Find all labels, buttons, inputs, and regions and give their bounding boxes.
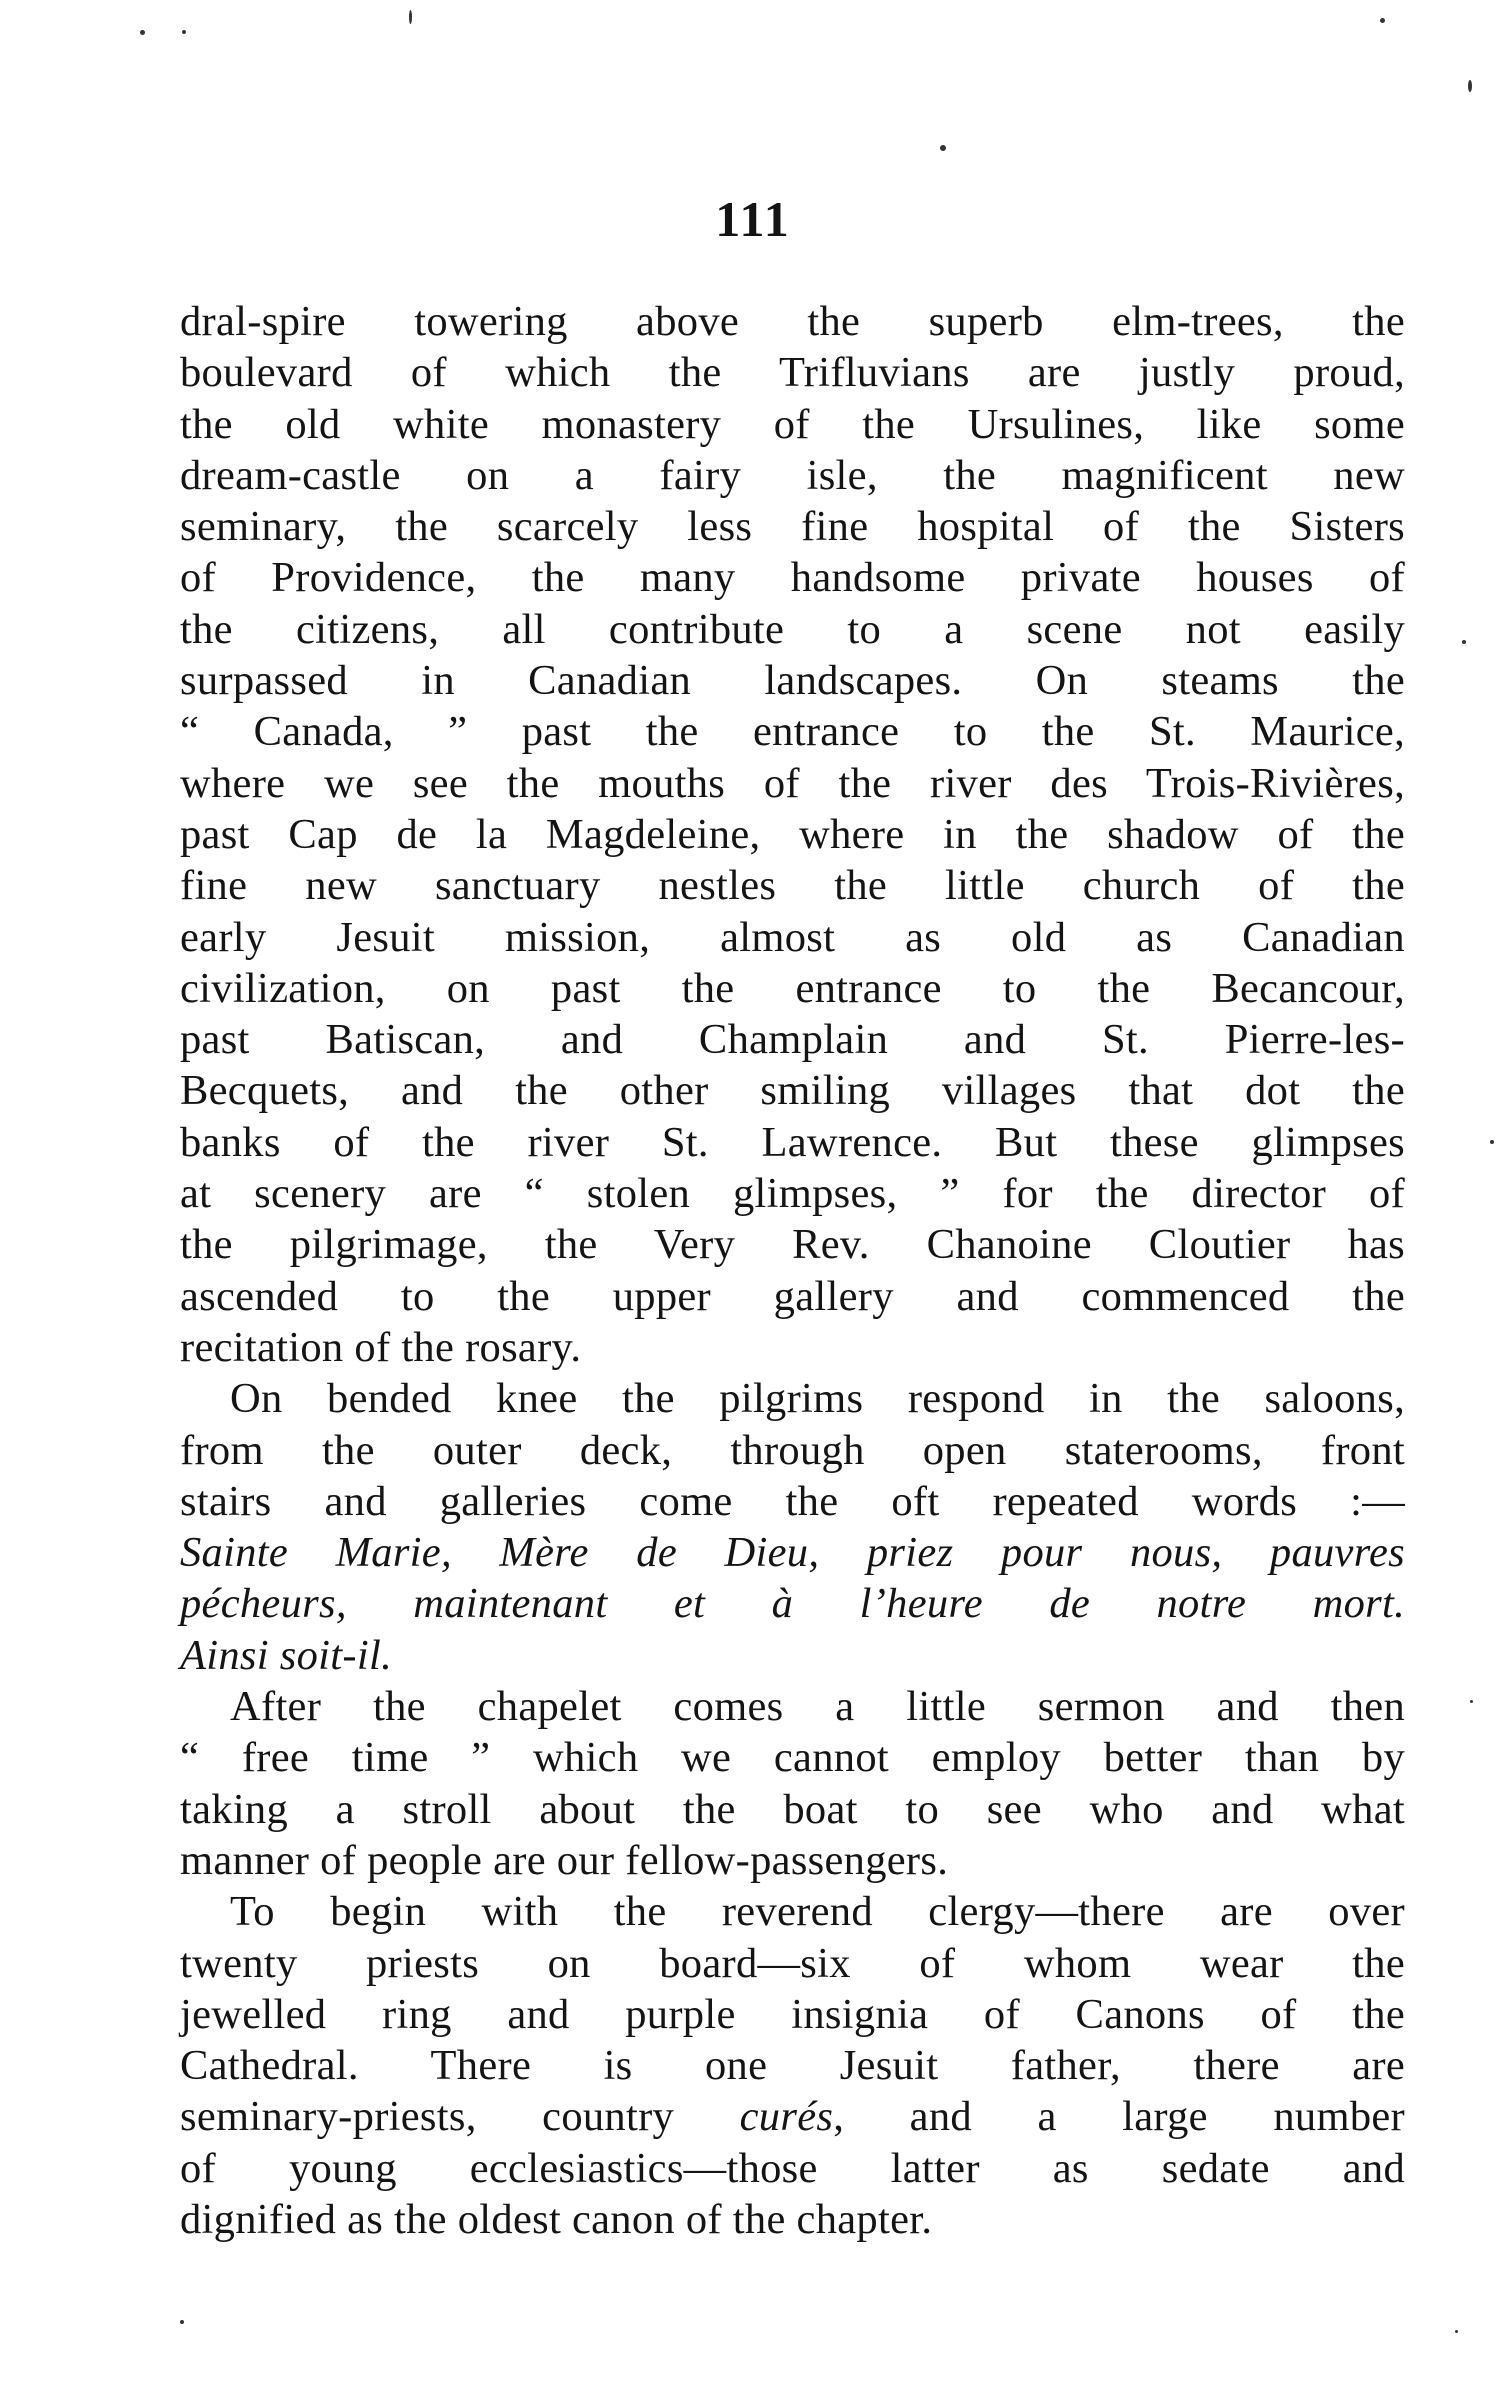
text-line xyxy=(180,2091,1405,2142)
text-line: dream-castle on a fairy isle, the magnificent new xyxy=(180,451,1405,499)
scan-speck xyxy=(182,30,186,34)
scan-speck xyxy=(1462,640,1466,644)
text-line: dral-spire towering above the superb elm-trees, the xyxy=(180,298,1405,345)
text-line: banks of the river St. Lawrence. But these glimpses xyxy=(180,1118,1405,1166)
text-line: civilization, on past the entrance to the Becancour, xyxy=(180,964,1405,1012)
paragraph-start-line: After the chapelet comes a little sermon and then xyxy=(230,1683,1405,1731)
text-line: the old white monastery of the Ursulines, like some xyxy=(180,400,1405,448)
scan-speck xyxy=(409,10,412,24)
text-line: boulevard of which the Trifluvians are justly proud, xyxy=(180,349,1405,397)
text-line: “ Canada, ” past the entrance to the St. Maurice, xyxy=(180,708,1405,756)
text-line: manner of people are our fellow-passengers. xyxy=(180,1836,949,1884)
text-line: recitation of the rosary. xyxy=(180,1323,582,1371)
text-line: Becquets, and the other smiling villages that dot the xyxy=(180,1067,1405,1115)
prayer-line: pécheurs, maintenant et à l’heure de notre mort. xyxy=(180,1580,1405,1628)
text-line: the citizens, all contribute to a scene not easily xyxy=(180,605,1405,653)
prayer-line: Ainsi soit-il. xyxy=(180,1631,392,1679)
text-line: the pilgrimage, the Very Rev. Chanoine Cloutier has xyxy=(180,1221,1405,1269)
paragraph-start-line: On bended knee the pilgrims respond in the saloons, xyxy=(230,1375,1405,1423)
text-line: ascended to the upper gallery and commenced the xyxy=(180,1272,1405,1320)
text-line: “ free time ” which we cannot employ better than by xyxy=(180,1734,1405,1782)
text-line: past Batiscan, and Champlain and St. Pierre-les- xyxy=(180,1016,1405,1064)
text-segment: , and a large number xyxy=(833,2093,1405,2141)
text-segment: seminary-priests, country xyxy=(180,2093,675,2141)
text-line: seminary, the scarcely less fine hospital of the Sisters xyxy=(180,503,1405,551)
text-line: taking a stroll about the boat to see who and what xyxy=(180,1785,1405,1833)
paragraph-start-line: To begin with the reverend clergy—there are over xyxy=(230,1888,1405,1936)
scan-speck xyxy=(1470,1700,1473,1703)
prayer-line: Sainte Marie, Mère de Dieu, priez pour nous, pauvres xyxy=(180,1529,1405,1577)
text-line: from the outer deck, through open staterooms, front xyxy=(180,1426,1405,1474)
text-line: where we see the mouths of the river des Trois-Rivières, xyxy=(180,759,1405,807)
scan-speck xyxy=(140,30,145,35)
text-line: past Cap de la Magdeleine, where in the shadow of the xyxy=(180,810,1405,858)
scan-speck xyxy=(180,2320,184,2324)
text-line: surpassed in Canadian landscapes. On steams the xyxy=(180,657,1405,705)
text-line: stairs and galleries come the oft repeated words :— xyxy=(180,1477,1405,1525)
text-line: jewelled ring and purple insignia of Canons of the xyxy=(180,1990,1405,2038)
text-line: early Jesuit mission, almost as old as Canadian xyxy=(180,913,1405,961)
text-line: of young ecclesiastics—those latter as sedate and xyxy=(180,2144,1405,2192)
text-body xyxy=(180,296,1405,2245)
scan-speck xyxy=(1455,2330,1458,2333)
text-line: fine new sanctuary nestles the little church of the xyxy=(180,862,1405,910)
scan-speck xyxy=(1490,1140,1494,1144)
text-line: twenty priests on board—six of whom wear the xyxy=(180,1939,1405,1987)
scan-speck xyxy=(1468,80,1472,92)
text-line: dignified as the oldest canon of the chapter. xyxy=(180,2195,933,2243)
scan-speck xyxy=(1380,18,1385,23)
text-line: Cathedral. There is one Jesuit father, there are xyxy=(180,2042,1405,2090)
text-line: at scenery are “ stolen glimpses, ” for the director of xyxy=(180,1170,1405,1218)
scan-speck xyxy=(940,145,946,151)
page-number: 111 xyxy=(715,191,791,247)
italic-word: curés xyxy=(739,2093,834,2141)
text-line: of Providence, the many handsome private houses of xyxy=(180,554,1405,602)
